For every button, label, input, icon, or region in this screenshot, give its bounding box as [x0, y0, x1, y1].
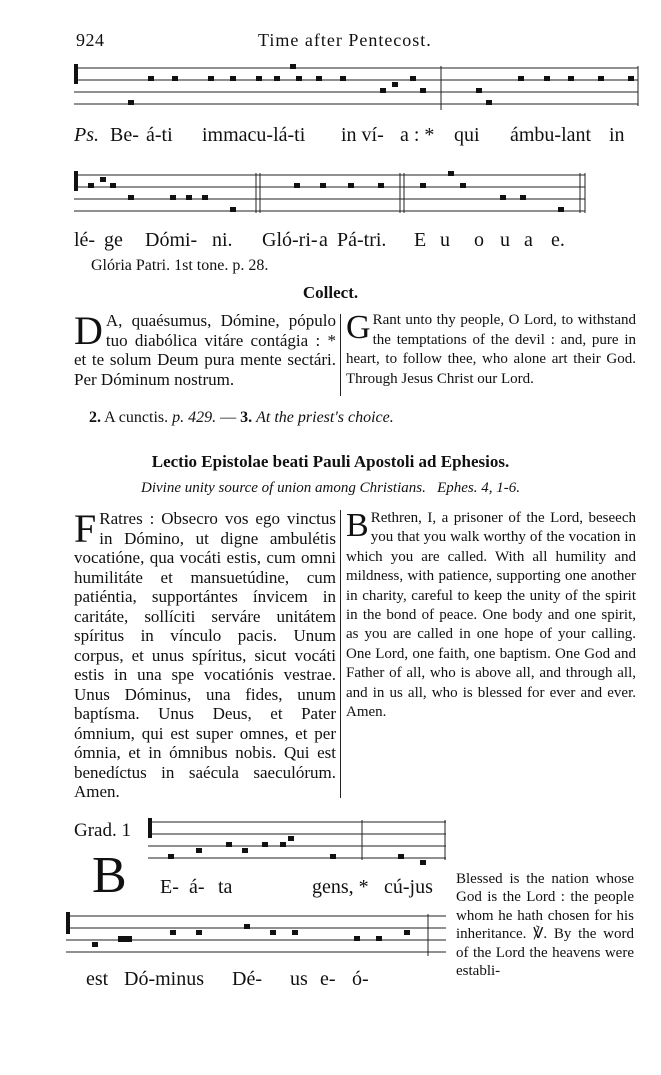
- running-title: Time after Pentecost.: [258, 30, 432, 50]
- chant-syllable: á-ti: [146, 124, 173, 146]
- chant-syllable: qui: [454, 124, 480, 146]
- chant-syllable: Dé-: [232, 968, 262, 990]
- column-divider: [340, 314, 341, 396]
- gloria-reference: Glória Patri. 1st tone. p. 28.: [91, 257, 269, 274]
- chant-syllable: Dó-minus: [124, 968, 204, 990]
- chant-syllable: gens, *: [312, 876, 369, 898]
- chant-syllable: in: [609, 124, 625, 146]
- chant-syllable: in ví-: [341, 124, 384, 146]
- lectio-english-initial: B: [346, 507, 369, 544]
- chant-syllable: á-: [189, 876, 205, 898]
- chant-syllable: e.: [551, 229, 565, 251]
- lectio-latin-text: Ratres : Obsecro vos ego vinctus in Dómino, ut digne ambulétis vocatióne, qua vocáti estis, cum omni humilitáte et mansuetúdine, cum patiéntia, supportántes ínvicem in caritáte, sollíciti serváre unitátem spíritus in vínculo pacis. Unum corpus, et unus spíritus, sicut vocáti estis in una spe vocatiónis vestrae. Unus Dóminus, una fides, unum baptísma. Unus Deus, et Pater ómnium, qui est super omnes, et per ómnia, et in ómnibus nobis. Qui est benedíctus in saécula saeculórum. Amen.: [74, 509, 336, 801]
- chant-syllable: ni.: [212, 229, 233, 251]
- chant-syllable: lé-: [74, 229, 96, 251]
- collect-english-text: Rant unto thy people, O Lord, to withstand the temptations of the devil : and, pure in heart, to follow thee, who alone art their God. Through Jesus Christ our Lord.: [346, 312, 636, 387]
- collect-latin: [74, 308, 336, 389]
- chant-syllable: E: [414, 229, 427, 251]
- chant-syllable: immacu-lá-ti: [202, 124, 306, 146]
- chant-syllable: u: [440, 229, 450, 251]
- commemoration-note: 2. A cunctis. p. 429. — 3. At the priest's choice.: [89, 409, 394, 426]
- lectio-english-text: Rethren, I, a prisoner of the Lord, beseech you that you walk worthy of the vocation in which you are called. With all humility and mildness, with patience, supporting one another in charity, careful to keep the unity of the spirit in the bond of peace. One body and one spirit, as you are called in one hope of your calling. One Lord, one faith, one baptism. One God and Father of all, who is above all, and through all, and in us all, who is blessed for ever and ever. Amen.: [346, 510, 636, 721]
- chant-syllable: Dómi-: [145, 229, 198, 251]
- collect-latin-initial: D: [74, 308, 103, 353]
- chant-syllable: a: [319, 229, 328, 251]
- collect-heading: Collect.: [302, 283, 359, 302]
- chant-syllable: ta: [218, 876, 233, 898]
- lectio-english: [346, 509, 636, 722]
- chant-syllable: est: [86, 968, 109, 990]
- chant-syllable: u: [500, 229, 510, 251]
- lectio-heading: Lectio Epistolae beati Pauli Apostoli ad Ephesios.: [151, 452, 510, 471]
- lectio-latin: [74, 506, 336, 802]
- chant-syllable: E-: [160, 876, 179, 898]
- chant-syllable: ámbu-lant: [510, 124, 592, 146]
- chant-syllable: Ps.: [74, 124, 99, 146]
- gradual-label: Grad. 1: [74, 820, 131, 841]
- chant-syllable: ó-: [352, 968, 369, 990]
- chant-syllable: Gló-ri-: [262, 229, 318, 251]
- chant-syllable: e-: [320, 968, 336, 990]
- chant-syllable: cú-jus: [384, 876, 433, 898]
- gradual-initial: B: [92, 847, 127, 904]
- chant-syllable: Pá-tri.: [337, 229, 387, 251]
- lectio-latin-initial: F: [74, 506, 97, 551]
- lectio-subtitle: Divine unity source of union among Christians. Ephes. 4, 1-6.: [141, 480, 520, 496]
- chant-syllable: a : *: [400, 124, 435, 146]
- chant-syllable: us: [290, 968, 308, 990]
- chant-syllable: Be-: [110, 124, 139, 146]
- chant-syllable: a: [524, 229, 533, 251]
- chant-syllable: o: [474, 229, 484, 251]
- column-divider: [340, 510, 341, 798]
- gradual-english: Blessed is the nation whose God is the Lord : the people whom he hath chosen for his inheritance. ℣. By the word of the Lord the heavens were establi-: [456, 871, 634, 980]
- collect-english: [346, 311, 636, 389]
- collect-english-initial: G: [346, 309, 371, 346]
- collect-latin-text: A, quaésumus, Dómine, pópulo tuo diabólica vitáre contágia : * et te solum Deum pura mente sectári. Per Dóminum nostrum.: [74, 311, 336, 389]
- chant-syllable: ge: [104, 229, 123, 251]
- page-number: 924: [76, 30, 105, 50]
